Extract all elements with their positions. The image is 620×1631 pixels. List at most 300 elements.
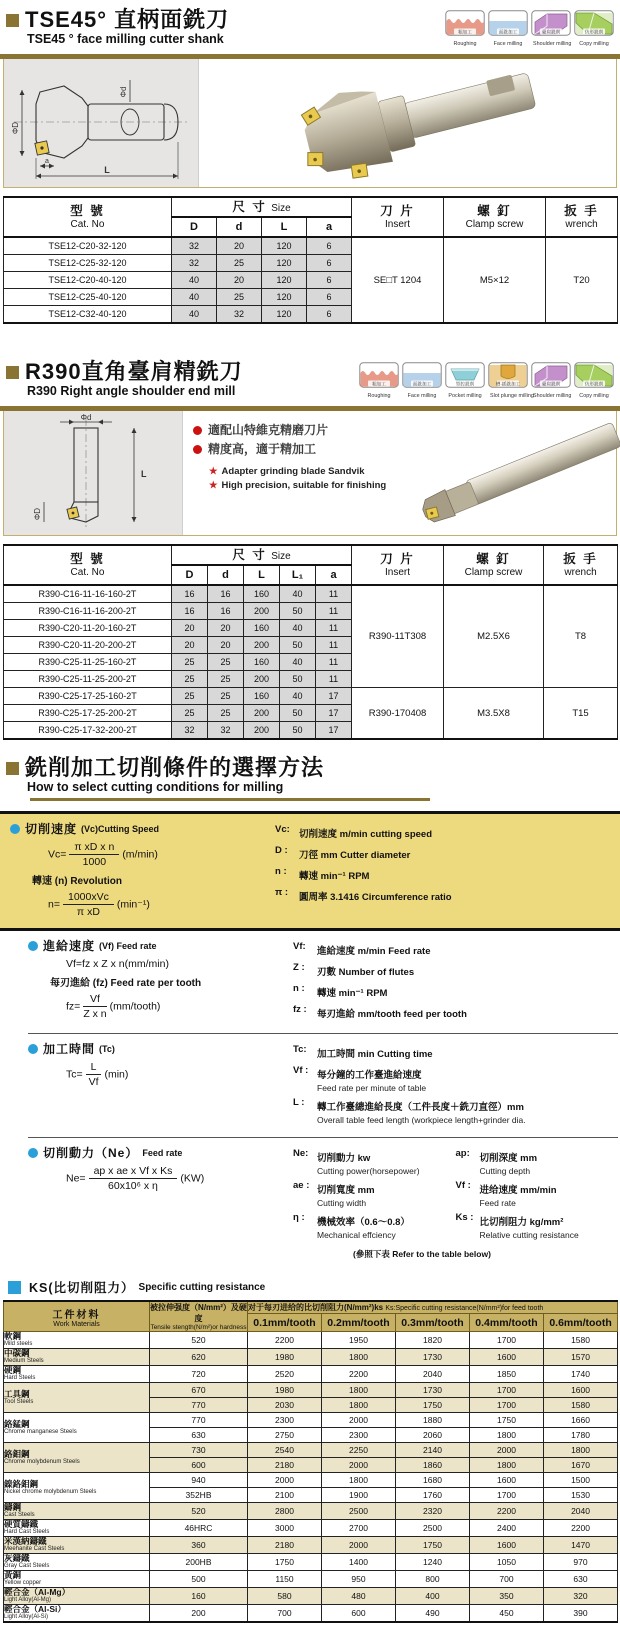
blue-square-icon	[8, 1281, 21, 1294]
shoulder-milling-icon	[531, 362, 571, 388]
value-cell: 2060	[396, 1428, 470, 1443]
header-wrench: 扳 手 wrench	[544, 545, 618, 585]
value-cell: 2300	[248, 1413, 322, 1428]
value-cell: 160	[150, 1588, 248, 1605]
value-cell: 1900	[322, 1488, 396, 1503]
copy-milling-icon	[574, 362, 614, 388]
cat-no-cell: R390-C25-11-25-200-2T	[4, 671, 172, 688]
insert-cell: R390-11T308	[352, 585, 444, 688]
size-cell: 50	[280, 637, 316, 654]
header-dim: d	[208, 565, 244, 585]
ks-row	[4, 1537, 618, 1554]
definition-row: L : 轉工作臺總進給長度（工件長度＋銑刀直徑）mm Overall table feed length (workpiece length+grinder dia.	[293, 1097, 526, 1125]
size-cell: 160	[244, 688, 280, 705]
value-cell: 700	[248, 1605, 322, 1623]
shoulder-milling-icon	[531, 10, 571, 48]
definition-row: Vc: 切削速度 m/min cutting speed	[275, 824, 433, 840]
size-cell: 6	[307, 289, 352, 306]
size-cell: 25	[208, 671, 244, 688]
value-cell: 1500	[544, 1473, 618, 1488]
definition-row: fz : 每刃進給 mm/tooth feed per tooth	[293, 1004, 467, 1020]
cat-no-cell: TSE12-C32-40-120	[4, 306, 172, 324]
header-dim: a	[307, 217, 352, 237]
value-cell: 670	[150, 1383, 248, 1398]
formula-title: 進給速度 (Vf) Feed rate	[28, 937, 293, 954]
value-cell: 1670	[544, 1458, 618, 1473]
size-cell: 160	[244, 654, 280, 671]
roughing-icon	[359, 362, 399, 400]
value-cell: 1750	[470, 1413, 544, 1428]
size-cell: 11	[316, 637, 352, 654]
app-icon-label: Copy milling	[579, 393, 609, 399]
size-cell: 17	[316, 722, 352, 740]
dim-label-L: L	[104, 165, 110, 175]
value-cell: 2200	[248, 1332, 322, 1349]
formula: Vc= $\frac{\text{π xD x n}}{1000}$ (m/min)	[48, 841, 158, 868]
value-cell: 1150	[248, 1571, 322, 1588]
value-cell: 1600	[470, 1349, 544, 1366]
definition-row: Ne: 切削動力 kw Cutting power(horsepower)	[293, 1148, 420, 1176]
definition-row: η : 機械效率（0.6～0.8） Mechanical effciency	[293, 1212, 410, 1240]
size-cell: 40	[172, 272, 217, 289]
svg-text:粗加工: 粗加工	[372, 381, 386, 387]
blue-dot-icon	[28, 1148, 38, 1158]
cat-no-cell: TSE12-C25-40-120	[4, 289, 172, 306]
value-cell: 200	[150, 1605, 248, 1623]
cutting-conditions	[0, 811, 620, 1268]
clamp-screw-cell: M2.5X6	[444, 585, 544, 688]
dim-label-L: L	[141, 469, 147, 479]
value-cell: 1680	[396, 1473, 470, 1488]
ks-row	[4, 1520, 618, 1537]
face-milling-icon	[402, 362, 442, 388]
application-icons	[445, 10, 614, 48]
size-cell: 6	[307, 306, 352, 324]
value-cell: 320	[544, 1588, 618, 1605]
value-cell: 770	[150, 1413, 248, 1428]
ks-row	[4, 1503, 618, 1520]
formula-block: 進給速度 (Vf) Feed rate Vf=fz x Z x n(mm/min) 每刃進給 (fz) Feed rate per tooth fz= $\frac{Vf}{\text{Z x n}}$ (mm/tooth) Vf: 進給速度 m/min Feed rate Z : 刃數 Number of flutes n : 轉速 min⁻¹ RPM fz : 每刃進給 mm/tooth feed per tooth	[28, 931, 618, 1034]
gold-square-icon	[6, 14, 19, 27]
value-cell: 1470	[544, 1537, 618, 1554]
svg-text:仿形銑削: 仿形銑削	[584, 29, 604, 35]
face-milling-icon	[488, 10, 528, 48]
formula-block	[28, 1138, 618, 1268]
header-feed: 0.3mm/tooth	[396, 1314, 470, 1332]
size-cell: 40	[172, 289, 217, 306]
size-cell: 32	[172, 255, 217, 272]
header-cat-no: 型 號 Cat. No	[4, 545, 172, 585]
value-cell: 1730	[396, 1349, 470, 1366]
copy-milling-icon	[574, 362, 614, 400]
value-cell: 1400	[322, 1554, 396, 1571]
material-cell: 米漢納鑄鐵 Meehanite Cast Steels	[4, 1537, 150, 1554]
value-cell: 3000	[248, 1520, 322, 1537]
app-icon-label: Shoulder milling	[533, 393, 572, 399]
size-cell: 20	[217, 237, 262, 255]
size-cell: 11	[316, 585, 352, 603]
value-cell: 1600	[544, 1383, 618, 1398]
header-size: 尺 寸 Size	[172, 545, 352, 565]
value-cell: 390	[544, 1605, 618, 1623]
section1-drawing-panel	[3, 59, 617, 188]
cat-no-cell: R390-C25-11-25-160-2T	[4, 654, 172, 671]
value-cell: 600	[322, 1605, 396, 1623]
size-cell: 200	[244, 705, 280, 722]
value-cell: 2180	[248, 1537, 322, 1554]
value-cell: 770	[150, 1398, 248, 1413]
value-cell: 1750	[396, 1398, 470, 1413]
value-cell: 1800	[322, 1349, 396, 1366]
header-feed: 0.6mm/tooth	[544, 1314, 618, 1332]
svg-text:臺肩銑削: 臺肩銑削	[541, 29, 561, 35]
header-dim: d	[217, 217, 262, 237]
size-cell: 25	[172, 688, 208, 705]
value-cell: 2250	[322, 1443, 396, 1458]
value-cell: 1050	[470, 1554, 544, 1571]
gold-square-icon	[6, 366, 19, 379]
value-cell: 1740	[544, 1366, 618, 1383]
header-clamp-screw: 螺 釘 Clamp screw	[444, 545, 544, 585]
value-cell: 520	[150, 1332, 248, 1349]
note-en: ★ Adapter grinding blade Sandvik	[209, 466, 365, 477]
app-icon-label: Face milling	[407, 393, 437, 399]
definition-row: n : 轉速 min⁻¹ RPM	[293, 983, 388, 999]
cat-no-cell: R390-C25-17-25-200-2T	[4, 705, 172, 722]
svg-text:仿形銑削: 仿形銑削	[584, 381, 604, 387]
definition-row: Z : 刃數 Number of flutes	[293, 962, 415, 978]
value-cell: 2040	[544, 1503, 618, 1520]
definition-row: ap: 切削深度 mm Cutting depth	[455, 1148, 538, 1176]
r390-spec-table	[3, 544, 618, 740]
header-dim: L	[244, 565, 280, 585]
size-cell: 6	[307, 255, 352, 272]
material-cell: 黃銅 Yellow copper	[4, 1571, 150, 1588]
value-cell: 2200	[322, 1366, 396, 1383]
value-cell: 360	[150, 1537, 248, 1554]
size-cell: 120	[262, 306, 307, 324]
value-cell: 1820	[396, 1332, 470, 1349]
size-cell: 20	[208, 620, 244, 637]
ks-row	[4, 1413, 618, 1428]
value-cell: 1600	[470, 1473, 544, 1488]
ks-title-en: Specific cutting resistance	[138, 1281, 266, 1293]
section2-title-zh: R390直角臺肩精銑刀	[25, 359, 243, 384]
value-cell: 620	[150, 1349, 248, 1366]
cat-no-cell: R390-C16-11-16-160-2T	[4, 585, 172, 603]
face-milling-icon	[402, 362, 442, 400]
size-cell: 160	[244, 585, 280, 603]
app-icon-label: Face milling	[493, 41, 523, 47]
app-icon-label: Pocket milling	[448, 393, 482, 399]
value-cell: 400	[396, 1588, 470, 1605]
header-dim: a	[316, 565, 352, 585]
value-cell: 1730	[396, 1383, 470, 1398]
value-cell: 1750	[396, 1537, 470, 1554]
value-cell: 1800	[322, 1383, 396, 1398]
shoulder-milling-icon	[531, 362, 571, 400]
value-cell: 2700	[322, 1520, 396, 1537]
tse45-spec-table	[3, 196, 618, 324]
application-icons	[359, 362, 614, 400]
value-cell: 1580	[544, 1398, 618, 1413]
definition-row: Vf : 进给速度 mm/min Feed rate	[455, 1180, 557, 1208]
table-row	[4, 688, 618, 705]
value-cell: 2000	[322, 1413, 396, 1428]
ks-row	[4, 1332, 618, 1349]
material-cell: 工具鋼 Tool Steels	[4, 1383, 150, 1413]
value-cell: 2300	[322, 1428, 396, 1443]
size-cell: 11	[316, 603, 352, 620]
size-cell: 6	[307, 272, 352, 289]
app-icon-label: Shoulder milling	[533, 41, 572, 47]
value-cell: 1860	[396, 1458, 470, 1473]
header-ks-span: 对于每刃进给的比切削阻力(N/mm²)ks Ks:Specific cutting resistance(N/mm²)for feed tooth	[248, 1301, 618, 1314]
header-work-materials: 工件材料 Work Materials	[4, 1301, 150, 1332]
value-cell: 1980	[248, 1383, 322, 1398]
value-cell: 970	[544, 1554, 618, 1571]
size-cell: 20	[172, 620, 208, 637]
value-cell: 450	[470, 1605, 544, 1623]
blue-dot-icon	[10, 824, 20, 834]
definitions	[293, 1040, 612, 1129]
value-cell: 2140	[396, 1443, 470, 1458]
size-cell: 120	[262, 255, 307, 272]
section2-drawing-panel	[3, 411, 617, 536]
ks-row	[4, 1605, 618, 1623]
section1-title-en: TSE45 ° face milling cutter shank	[27, 32, 224, 46]
value-cell: 1950	[322, 1332, 396, 1349]
cat-no-cell: TSE12-C25-32-120	[4, 255, 172, 272]
section3-title-en: How to select cutting conditions for milling	[27, 780, 284, 794]
cat-no-cell: R390-C16-11-16-200-2T	[4, 603, 172, 620]
material-cell: 硬質鑄鐵 Hard Cast Steels	[4, 1520, 150, 1537]
blue-dot-icon	[28, 1044, 38, 1054]
dim-label-D: ΦD	[11, 121, 20, 135]
value-cell: 2320	[396, 1503, 470, 1520]
size-cell: 11	[316, 654, 352, 671]
gold-underline	[30, 798, 430, 801]
ks-row	[4, 1366, 618, 1383]
value-cell: 1800	[470, 1428, 544, 1443]
size-cell: 50	[280, 705, 316, 722]
header-dim: D	[172, 565, 208, 585]
value-cell: 630	[544, 1571, 618, 1588]
value-cell: 700	[470, 1571, 544, 1588]
svg-text:粗加工: 粗加工	[458, 29, 472, 35]
material-cell: 中碳鋼 Medium Steels	[4, 1349, 150, 1366]
header-dim: D	[172, 217, 217, 237]
insert-cell: R390-170408	[352, 688, 444, 740]
svg-text:臺肩銑削: 臺肩銑削	[541, 381, 561, 387]
svg-text:面銑加工: 面銑加工	[498, 29, 518, 35]
value-cell: 2030	[248, 1398, 322, 1413]
size-cell: 25	[217, 289, 262, 306]
value-cell: 1880	[396, 1413, 470, 1428]
section2-title-en: R390 Right angle shoulder end mill	[27, 384, 236, 398]
dim-label-d: Φd	[80, 414, 92, 422]
value-cell: 1980	[248, 1349, 322, 1366]
note-zh: 適配山特維克精磨刀片	[193, 421, 408, 440]
size-cell: 40	[172, 306, 217, 324]
size-cell: 120	[262, 237, 307, 255]
value-cell: 2000	[322, 1537, 396, 1554]
size-cell: 120	[262, 272, 307, 289]
header-feed: 0.1mm/tooth	[248, 1314, 322, 1332]
header-size: 尺 寸 Size	[172, 197, 352, 217]
section3-title-zh: 銑削加工切削條件的選擇方法	[25, 755, 325, 780]
size-cell: 120	[262, 289, 307, 306]
app-icon-label: Slot plunge milling	[490, 393, 534, 399]
size-cell: 200	[244, 637, 280, 654]
header-clamp-screw: 螺 釘 Clamp screw	[444, 197, 546, 237]
material-cell: 鉻錳鋼 Chrome manganese Steels	[4, 1413, 150, 1443]
formula: Tc= $\frac{L}{Vf}$ (min)	[66, 1061, 129, 1088]
wrench-cell: T15	[544, 688, 618, 740]
cat-no-cell: TSE12-C20-40-120	[4, 272, 172, 289]
formula-title: 切削動力（Ne） Feed rate	[28, 1144, 293, 1161]
material-cell: 硬鋼 Hard Steels	[4, 1366, 150, 1383]
value-cell: 720	[150, 1366, 248, 1383]
svg-text:面銑加工: 面銑加工	[412, 381, 432, 387]
value-cell: 520	[150, 1503, 248, 1520]
value-cell: 630	[150, 1428, 248, 1443]
copy-milling-icon	[574, 10, 614, 48]
value-cell: 46HRC	[150, 1520, 248, 1537]
ks-row	[4, 1349, 618, 1366]
value-cell: 1780	[544, 1428, 618, 1443]
size-cell: 32	[217, 306, 262, 324]
formula: n= $\frac{\text{1000xVc}}{\text{π xD}}$ (min⁻¹)	[48, 891, 150, 918]
table-row	[4, 237, 618, 255]
value-cell: 2180	[248, 1458, 322, 1473]
value-cell: 490	[396, 1605, 470, 1623]
formula: Ne= $\frac{\text{ap x ae x Vf x Ks}}{\text{60x10⁶ x η}}$ (KW)	[66, 1165, 205, 1192]
feature-notes	[183, 411, 408, 535]
cat-no-cell: R390-C25-17-32-200-2T	[4, 722, 172, 740]
slot-plunge-milling-icon	[488, 362, 528, 388]
ks-title-zh: KS(比切削阻力）	[29, 1281, 135, 1295]
material-cell: 鎳鉻鉬鋼 Nickel chrome molybdenum Steels	[4, 1473, 150, 1503]
star-icon: ★	[209, 466, 218, 477]
value-cell: 2500	[322, 1503, 396, 1520]
section1-header	[0, 6, 620, 48]
header-insert: 刀 片 Insert	[352, 197, 444, 237]
value-cell: 2100	[248, 1488, 322, 1503]
value-cell: 1800	[322, 1398, 396, 1413]
value-cell: 600	[150, 1458, 248, 1473]
size-cell: 11	[316, 620, 352, 637]
value-cell: 2000	[322, 1458, 396, 1473]
formula-title: 加工時間 (Tc)	[28, 1040, 293, 1057]
value-cell: 200HB	[150, 1554, 248, 1571]
value-cell: 1800	[544, 1443, 618, 1458]
section3-header	[0, 754, 620, 795]
star-icon: ★	[209, 480, 218, 491]
note-en: ★ High precision, suitable for finishing	[209, 480, 387, 491]
wrench-cell: T8	[544, 585, 618, 688]
size-cell: 50	[280, 671, 316, 688]
header-dim: L	[262, 217, 307, 237]
formula-title: 切削速度 (Vc)Cutting Speed	[10, 820, 275, 837]
size-cell: 40	[280, 620, 316, 637]
value-cell: 1580	[544, 1332, 618, 1349]
wrench-cell: T20	[546, 237, 618, 323]
value-cell: 1850	[470, 1366, 544, 1383]
definitions: Ne: 切削動力 kw Cutting power(horsepower) ap: 切削深度 mm Cutting depth ae : 切削寬度 mm Cutting width Vf : 进给速度 mm/min Feed rate η : 機械效率（0.6～0.8） Mechanical effciency Ks : 比切削阻力 kg/mm² Relative cutting resistance (參照下表 Refer to the table below)	[293, 1144, 612, 1260]
size-cell: 17	[316, 705, 352, 722]
value-cell: 950	[322, 1571, 396, 1588]
value-cell: 2750	[248, 1428, 322, 1443]
app-icon-label: Copy milling	[579, 41, 609, 47]
size-cell: 25	[217, 255, 262, 272]
blue-dot-icon	[28, 941, 38, 951]
value-cell: 940	[150, 1473, 248, 1488]
ks-row	[4, 1588, 618, 1605]
size-cell: 11	[316, 671, 352, 688]
size-cell: 200	[244, 603, 280, 620]
technical-drawing-face-mill	[4, 59, 199, 187]
gold-square-icon	[6, 762, 19, 775]
value-cell: 1800	[470, 1458, 544, 1473]
definition-row: n : 轉速 min⁻¹ RPM	[275, 866, 370, 882]
value-cell: 1240	[396, 1554, 470, 1571]
material-cell: 灰鑄鐵 Gray Cast Steels	[4, 1554, 150, 1571]
pocket-milling-icon	[445, 362, 485, 400]
size-cell: 25	[172, 671, 208, 688]
svg-text:槽·插銑加工: 槽·插銑加工	[495, 381, 521, 387]
note-zh: 精度高，適于精加工	[193, 440, 408, 459]
value-cell: 1570	[544, 1349, 618, 1366]
face-milling-icon	[488, 10, 528, 36]
formula-block: 切削速度 (Vc)Cutting Speed Vc= $\frac{\text{π xD x n}}{1000}$ (m/min) 轉速 (n) Revolution n= $\frac{\text{1000xVc}}{\text{π xD}}$ (min⁻¹) Vc: 切削速度 m/min cutting speed D : 刀徑 mm Cutter diameter n : 轉速 min⁻¹ RPM π : 圓周率 3.1416 Circumference ratio	[0, 811, 620, 931]
section1-title-zh: TSE45° 直柄面銑刀	[25, 7, 230, 32]
definition-row: Vf : 每分鐘的工作臺進給速度 Feed rate per minute of table	[293, 1065, 427, 1093]
shoulder-milling-icon	[531, 10, 571, 36]
size-cell: 32	[172, 722, 208, 740]
size-cell: 32	[208, 722, 244, 740]
value-cell: 1800	[322, 1473, 396, 1488]
ks-resistance-table	[3, 1300, 618, 1623]
size-cell: 40	[280, 585, 316, 603]
value-cell: 1700	[470, 1398, 544, 1413]
slot-plunge-milling-icon	[488, 362, 534, 400]
value-cell: 2200	[470, 1503, 544, 1520]
value-cell: 1760	[396, 1488, 470, 1503]
value-cell: 1700	[470, 1488, 544, 1503]
value-cell: 2000	[248, 1473, 322, 1488]
clamp-screw-cell: M5×12	[444, 237, 546, 323]
value-cell: 2800	[248, 1503, 322, 1520]
section2-header	[0, 358, 620, 400]
value-cell: 1700	[470, 1332, 544, 1349]
value-cell: 500	[150, 1571, 248, 1588]
definition-row: π : 圓周率 3.1416 Circumference ratio	[275, 887, 452, 903]
value-cell: 1600	[470, 1537, 544, 1554]
size-cell: 50	[280, 722, 316, 740]
copy-milling-icon	[574, 10, 614, 36]
material-cell: 鑄鋼 Cast Steels	[4, 1503, 150, 1520]
dim-label-a: a	[45, 158, 49, 165]
svg-text:型腔銑削: 型腔銑削	[455, 381, 475, 387]
cat-no-cell: TSE12-C20-32-120	[4, 237, 172, 255]
cat-no-cell: R390-C20-11-20-160-2T	[4, 620, 172, 637]
roughing-icon	[445, 10, 485, 36]
ks-row	[4, 1383, 618, 1398]
clamp-screw-cell: M3.5X8	[444, 688, 544, 740]
value-cell: 480	[322, 1588, 396, 1605]
header-feed: 0.2mm/tooth	[322, 1314, 396, 1332]
